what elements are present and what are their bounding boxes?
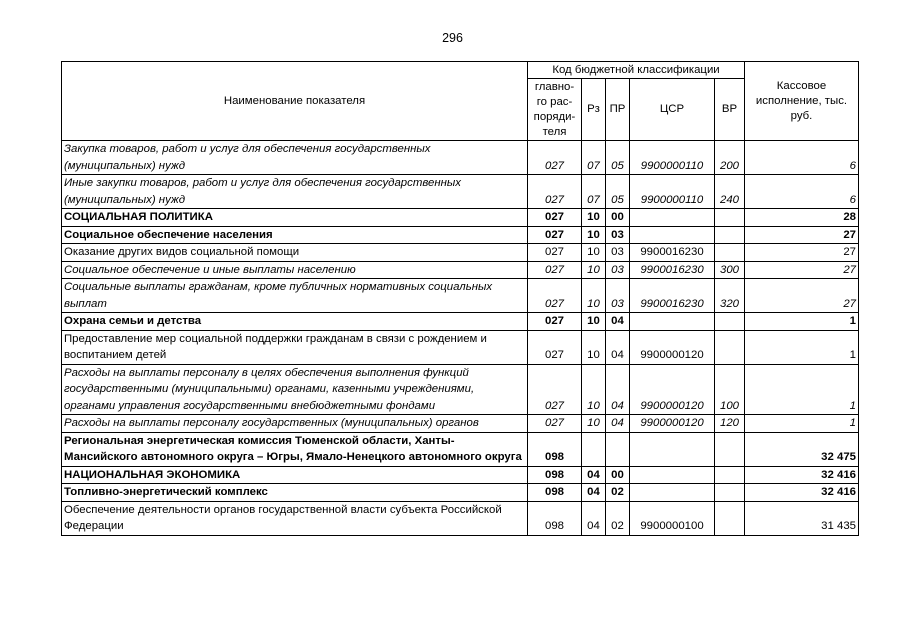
cell-rz: 07 [582,141,606,175]
cell-name: Расходы на выплаты персоналу в целях обеспечения выполнения функций государственными (муниципальными) органами, казенными учреждениями, органами управления государственными внебюджетными фондами [62,364,528,415]
cell-glavny: 027 [528,313,582,331]
cell-pr: 04 [606,330,630,364]
cell-rz: 10 [582,313,606,331]
cell-name: Социальное обеспечение и иные выплаты населению [62,261,528,279]
cell-rz: 04 [582,484,606,502]
header-csr: ЦСР [630,79,715,141]
cell-csr: 9900016230 [630,244,715,262]
cell-glavny: 027 [528,244,582,262]
cell-name: Региональная энергетическая комиссия Тюменской области, Ханты-Мансийского автономного округа – Югры, Ямало-Ненецкого автономного округа [62,432,528,466]
cell-glavny: 027 [528,279,582,313]
cell-vr: 320 [715,279,745,313]
cell-glavny: 027 [528,364,582,415]
cell-glavny: 027 [528,261,582,279]
cell-csr: 9900000120 [630,364,715,415]
cell-rz: 10 [582,244,606,262]
cell-vr: 200 [715,141,745,175]
cell-rz: 10 [582,261,606,279]
table-row [62,141,859,175]
cell-vr [715,484,745,502]
cell-glavny: 027 [528,141,582,175]
cell-rz: 10 [582,279,606,313]
cell-csr: 9900000120 [630,330,715,364]
cell-pr: 00 [606,466,630,484]
cell-csr: 9900000110 [630,175,715,209]
cell-pr: 04 [606,415,630,433]
cell-vr: 120 [715,415,745,433]
cell-csr [630,313,715,331]
table-row [62,279,859,313]
table-row [62,244,859,262]
cell-amount: 6 [745,141,859,175]
cell-amount: 1 [745,330,859,364]
cell-pr: 02 [606,484,630,502]
cell-pr [606,432,630,466]
table-row [62,226,859,244]
cell-vr [715,209,745,227]
cell-pr: 05 [606,175,630,209]
cell-amount: 32 416 [745,484,859,502]
cell-csr: 9900000120 [630,415,715,433]
cell-name: Охрана семьи и детства [62,313,528,331]
header-code-group: Код бюджетной классификации [528,62,745,79]
cell-name: Социальное обеспечение населения [62,226,528,244]
header-rz: Рз [582,79,606,141]
cell-vr [715,226,745,244]
table-row [62,415,859,433]
cell-glavny: 027 [528,175,582,209]
cell-amount: 32 416 [745,466,859,484]
cell-name: Предоставление мер социальной поддержки гражданам в связи с рождением и воспитанием детей [62,330,528,364]
cell-rz: 10 [582,330,606,364]
table-row [62,484,859,502]
cell-name: Топливно-энергетический комплекс [62,484,528,502]
table-row [62,432,859,466]
table-row [62,209,859,227]
cell-csr [630,209,715,227]
cell-rz: 07 [582,175,606,209]
cell-amount: 1 [745,364,859,415]
cell-amount: 28 [745,209,859,227]
cell-amount: 1 [745,415,859,433]
cell-vr [715,501,745,535]
cell-rz: 10 [582,415,606,433]
cell-pr: 03 [606,279,630,313]
cell-csr [630,432,715,466]
header-vr: ВР [715,79,745,141]
cell-vr: 300 [715,261,745,279]
cell-csr: 9900016230 [630,261,715,279]
cell-pr: 03 [606,244,630,262]
table-row [62,364,859,415]
budget-table [61,61,859,536]
cell-csr: 9900000100 [630,501,715,535]
cell-rz: 04 [582,501,606,535]
cell-glavny: 098 [528,501,582,535]
cell-vr: 240 [715,175,745,209]
cell-vr [715,432,745,466]
table-row [62,175,859,209]
cell-name: СОЦИАЛЬНАЯ ПОЛИТИКА [62,209,528,227]
cell-name: Расходы на выплаты персоналу государственных (муниципальных) органов [62,415,528,433]
cell-glavny: 027 [528,330,582,364]
table-row [62,501,859,535]
cell-pr: 04 [606,313,630,331]
cell-glavny: 027 [528,226,582,244]
table-body [62,141,859,536]
cell-rz [582,432,606,466]
header-glavny: главно-го рас-поряди-теля [528,79,582,141]
page-number: 296 [442,31,463,45]
cell-glavny: 098 [528,432,582,466]
cell-csr [630,484,715,502]
cell-name: Обеспечение деятельности органов государственной власти субъекта Российской Федерации [62,501,528,535]
header-name: Наименование показателя [62,62,528,141]
cell-name: Оказание других видов социальной помощи [62,244,528,262]
cell-amount: 27 [745,279,859,313]
cell-name: Иные закупки товаров, работ и услуг для обеспечения государственных (муниципальных) нужд [62,175,528,209]
cell-vr [715,466,745,484]
cell-vr [715,313,745,331]
cell-name: НАЦИОНАЛЬНАЯ ЭКОНОМИКА [62,466,528,484]
cell-rz: 10 [582,209,606,227]
cell-glavny: 098 [528,484,582,502]
cell-csr: 9900016230 [630,279,715,313]
header-amount: Кассовое исполнение, тыс. руб. [745,62,859,141]
cell-amount: 27 [745,244,859,262]
header-pr: ПР [606,79,630,141]
cell-pr: 02 [606,501,630,535]
cell-pr: 03 [606,261,630,279]
cell-pr: 04 [606,364,630,415]
cell-name: Закупка товаров, работ и услуг для обеспечения государственных (муниципальных) нужд [62,141,528,175]
table-row [62,466,859,484]
cell-vr: 100 [715,364,745,415]
cell-glavny: 027 [528,209,582,227]
cell-amount: 32 475 [745,432,859,466]
cell-amount: 27 [745,226,859,244]
cell-rz: 10 [582,364,606,415]
cell-amount: 27 [745,261,859,279]
cell-csr: 9900000110 [630,141,715,175]
cell-pr: 00 [606,209,630,227]
table-row [62,313,859,331]
cell-glavny: 027 [528,415,582,433]
cell-pr: 05 [606,141,630,175]
cell-rz: 04 [582,466,606,484]
cell-csr [630,466,715,484]
cell-pr: 03 [606,226,630,244]
cell-vr [715,244,745,262]
cell-amount: 31 435 [745,501,859,535]
cell-amount: 1 [745,313,859,331]
cell-rz: 10 [582,226,606,244]
cell-glavny: 098 [528,466,582,484]
cell-csr [630,226,715,244]
cell-amount: 6 [745,175,859,209]
table-row [62,261,859,279]
cell-vr [715,330,745,364]
cell-name: Социальные выплаты гражданам, кроме публичных нормативных социальных выплат [62,279,528,313]
table-row [62,330,859,364]
